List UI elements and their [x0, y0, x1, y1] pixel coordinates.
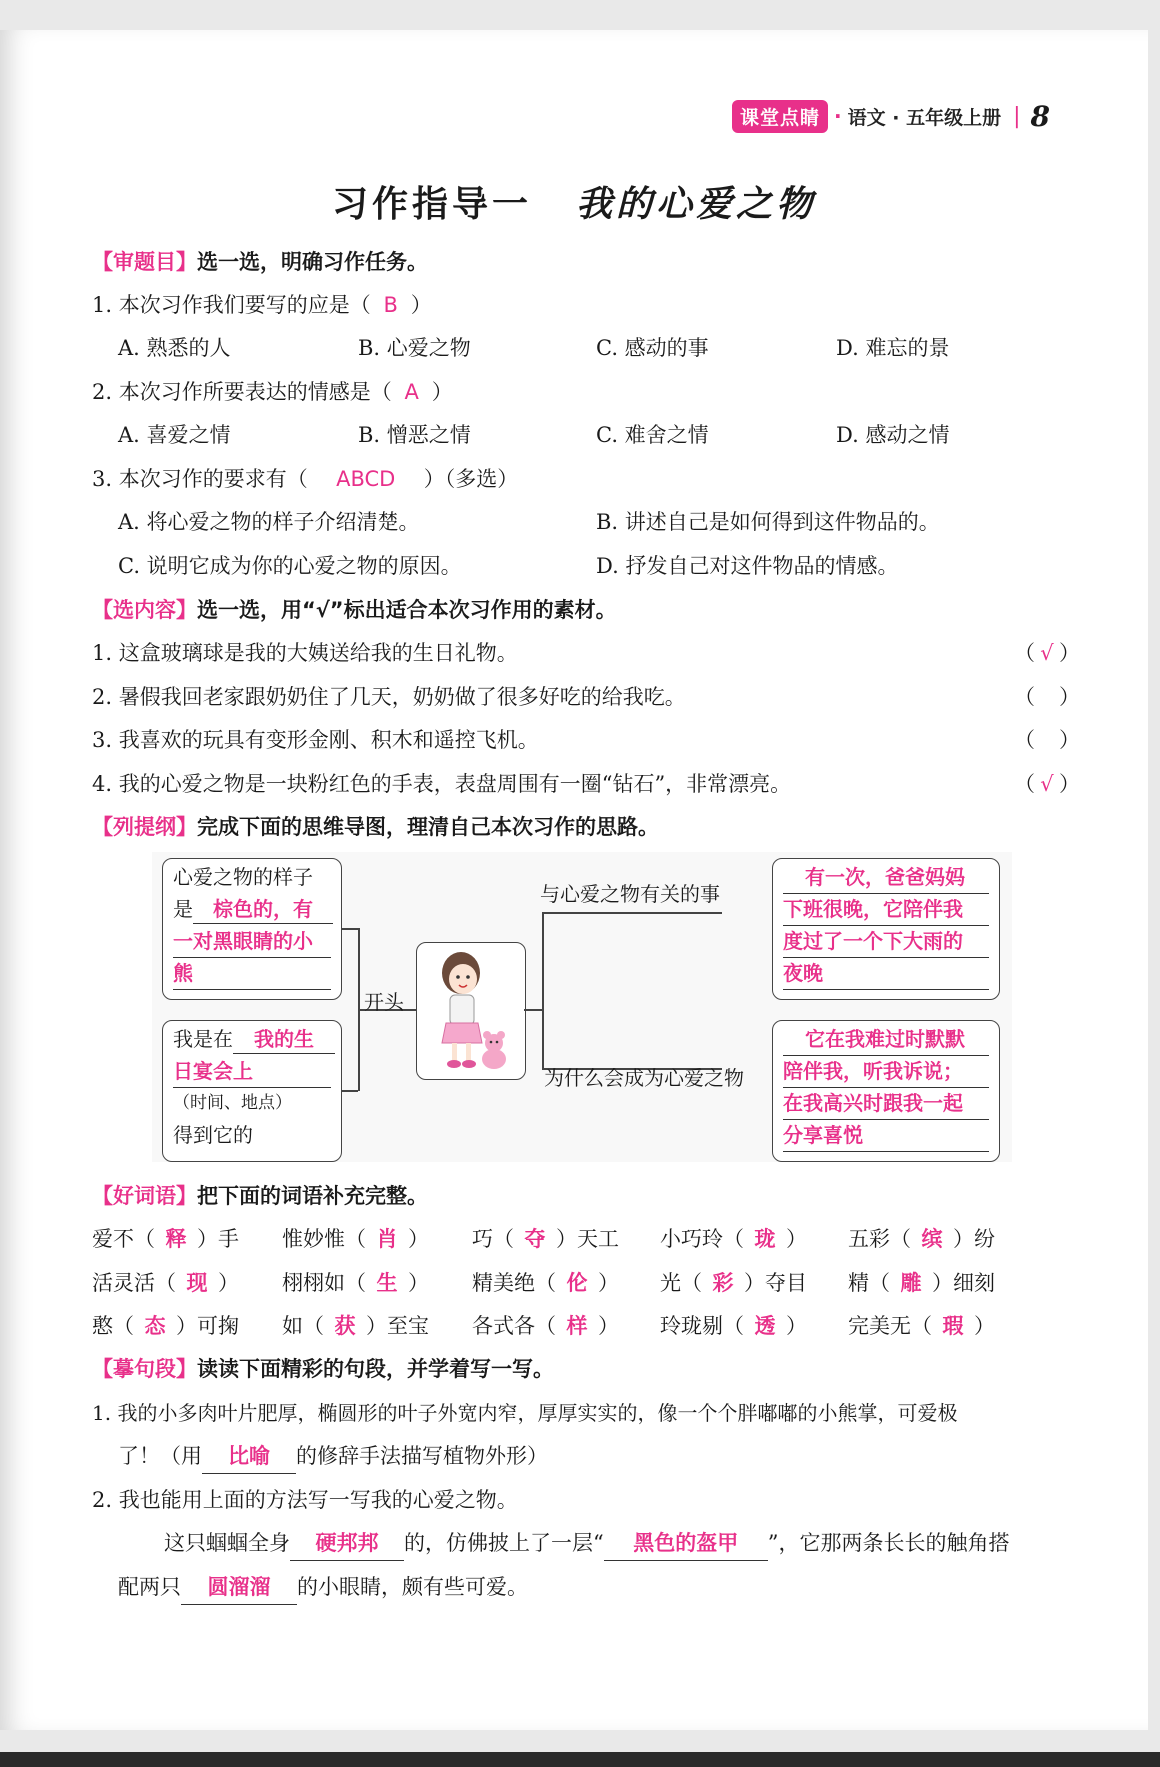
section-heading-2: 【选内容】选一选，用“√”标出适合本次习作用的素材。 — [92, 598, 617, 622]
center-label: 开头 — [364, 990, 404, 1014]
word-item: 栩栩如（ 生 ） — [282, 1271, 429, 1295]
word-row — [92, 1263, 1080, 1303]
mind-map-box-event — [772, 858, 1000, 1000]
answer-q3: ABCD — [336, 467, 396, 491]
material-item: 2. 暑假我回老家跟奶奶住了几天，奶奶做了很多好吃的给我吃。 （ ） — [92, 677, 1080, 717]
word-item: 如（ 获 ）至宝 — [282, 1314, 429, 1338]
map-answer: 在我高兴时跟我一起 — [783, 1087, 989, 1120]
girl-with-bear-icon — [417, 943, 525, 1079]
word-item: 各式各（ 样 ） — [472, 1314, 619, 1338]
map-answer: 日宴会上 — [173, 1055, 331, 1088]
mind-map-box-reason — [772, 1020, 1000, 1162]
option: D. 感动之情 — [836, 423, 950, 447]
question-1: 1. 本次习作我们要写的应是（ B ） — [92, 285, 1080, 325]
word-item: 惟妙惟（ 肖 ） — [282, 1227, 429, 1251]
map-answer: 一对黑眼睛的小 — [173, 925, 331, 958]
check-mark: √ — [1040, 641, 1054, 665]
map-answer: 有一次，爸爸妈妈 — [783, 861, 989, 894]
mind-map-box-origin: 我是在 我的生 日宴会上 （时间、地点） 得到它的 — [162, 1020, 342, 1162]
question-2: 2. 本次习作所要表达的情感是（ A ） — [92, 372, 1080, 412]
sentence-q2: 2. 我也能用上面的方法写一写我的心爱之物。 — [92, 1488, 518, 1512]
option: D. 抒发自己对这件物品的情感。 — [596, 554, 899, 578]
section-tag-1: 审题目 — [113, 250, 176, 274]
page-header — [732, 96, 1050, 136]
word-item: 精美绝（ 伦 ） — [472, 1271, 619, 1295]
map-answer: 陪伴我，听我诉说； — [783, 1055, 989, 1088]
header-subject: 语文 · 五年级上册 — [847, 106, 1002, 129]
header-badge: 课堂点睛 — [732, 100, 828, 133]
word-row — [92, 1219, 1080, 1259]
section-heading-3: 【列提纲】完成下面的思维导图，理清自己本次习作的思路。 — [92, 815, 659, 839]
check-mark: √ — [1040, 772, 1054, 796]
word-item: 精（ 雕 ）细刻 — [848, 1271, 995, 1295]
section-tag-5: 摹句段 — [113, 1357, 176, 1381]
map-answer: 度过了一个下大雨的 — [783, 925, 989, 958]
sentence-q1-line2: 了！（用 比喻 的修辞手法描写植物外形） — [118, 1436, 1080, 1476]
connector — [524, 1009, 542, 1011]
word-item: 憨（ 态 ）可掬 — [92, 1314, 239, 1338]
map-answer: 下班很晚，它陪伴我 — [783, 893, 989, 926]
section-heading-1: 【审题目】选一选，明确习作任务。 — [92, 250, 428, 274]
writing-line-2: 配两只 圆溜溜 的小眼睛，颇有些可爱。 — [118, 1567, 1080, 1607]
section-instruction-1: 选一选，明确习作任务。 — [197, 250, 428, 274]
bottom-bar — [0, 1752, 1160, 1767]
section-instruction-4: 把下面的词语补充完整。 — [197, 1184, 428, 1208]
branch-label-reasons: 为什么会成为心爱之物 — [544, 1066, 744, 1090]
page-title — [0, 176, 1148, 227]
connector — [542, 912, 722, 914]
option: B. 心爱之物 — [358, 336, 471, 360]
option: A. 熟悉的人 — [118, 336, 231, 360]
word-item: 小巧玲（ 珑 ） — [660, 1227, 807, 1251]
map-answer: 熊 — [173, 957, 331, 990]
section-instruction-3: 完成下面的思维导图，理清自己本次习作的思路。 — [197, 815, 659, 839]
check-paren: （ ） — [1014, 728, 1080, 752]
question-3: 3. 本次习作的要求有（ ABCD ）（多选） — [92, 459, 1080, 499]
material-item: 4. 我的心爱之物是一块粉红色的手表，表盘周围有一圈“钻石”，非常漂亮。 （ √ ） — [92, 764, 1080, 804]
word-item: 光（ 彩 ）夺目 — [660, 1271, 807, 1295]
material-item: 1. 这盒玻璃球是我的大姨送给我的生日礼物。 （ √ ） — [92, 633, 1080, 673]
connector — [342, 928, 358, 930]
section-heading-4: 【好词语】把下面的词语补充完整。 — [92, 1184, 428, 1208]
material-item: 3. 我喜欢的玩具有变形金刚、积木和遥控飞机。 （ ） — [92, 720, 1080, 760]
writing-line-1: 这只蝈蝈全身 硬邦邦 的，仿佛披上了一层“ 黑色的盔甲 ”，它那两条长长的触角搭 — [164, 1523, 1080, 1563]
section-heading-5: 【摹句段】读读下面精彩的句段，并学着写一写。 — [92, 1357, 554, 1381]
map-answer: 棕色的，有 — [193, 895, 333, 924]
word-item: 玲珑剔（ 透 ） — [660, 1314, 807, 1338]
connector — [342, 1090, 358, 1092]
options-q1 — [92, 328, 1080, 368]
option: A. 喜爱之情 — [118, 423, 231, 447]
word-item: 五彩（ 缤 ）纷 — [848, 1227, 995, 1251]
mind-map-box-appearance: 心爱之物的样子 是 棕色的，有 一对黑眼睛的小 熊 — [162, 858, 342, 1000]
option: C. 感动的事 — [596, 336, 709, 360]
option: C. 说明它成为你的心爱之物的原因。 — [118, 554, 462, 578]
fill-answer: 比喻 — [202, 1439, 296, 1474]
word-item: 巧（ 夺 ）天工 — [472, 1227, 619, 1251]
page-number: 8 — [1030, 99, 1050, 133]
section-instruction-2: 选一选，用“√”标出适合本次习作用的素材。 — [197, 598, 617, 622]
sentence-q1-line1: 1. 我的小多肉叶片肥厚，椭圆形的叶子外宽内窄，厚厚实实的，像一个个胖嘟嘟的小熊掌，可爱极 — [92, 1401, 958, 1425]
girl-with-bear-illustration — [416, 942, 526, 1080]
title-topic: 我的心爱之物 — [576, 183, 817, 225]
option: D. 难忘的景 — [836, 336, 950, 360]
header-divider: | — [1013, 103, 1021, 129]
fill-answer: 圆溜溜 — [181, 1570, 297, 1605]
header-dot: · — [834, 104, 842, 128]
word-item: 活灵活（ 现 ） — [92, 1271, 239, 1295]
option: A. 将心爱之物的样子介绍清楚。 — [118, 510, 420, 534]
map-answer: 我的生 — [233, 1025, 335, 1054]
section-tag-4: 好词语 — [113, 1184, 176, 1208]
fill-answer: 黑色的盔甲 — [604, 1526, 768, 1561]
word-item: 爱不（ 释 ）手 — [92, 1227, 239, 1251]
option: B. 憎恶之情 — [358, 423, 471, 447]
map-answer: 它在我难过时默默 — [783, 1023, 989, 1056]
section-tag-3: 列提纲 — [113, 815, 176, 839]
section-instruction-5: 读读下面精彩的句段，并学着写一写。 — [197, 1357, 554, 1381]
fill-answer: 硬邦邦 — [290, 1526, 404, 1561]
section-tag-2: 选内容 — [113, 598, 176, 622]
title-main: 习作指导一 — [331, 184, 532, 225]
map-answer: 夜晚 — [783, 957, 989, 990]
option: B. 讲述自己是如何得到这件物品的。 — [596, 510, 940, 534]
word-item: 完美无（ 瑕 ） — [848, 1314, 995, 1338]
mind-map — [152, 852, 1012, 1162]
option: C. 难舍之情 — [596, 423, 709, 447]
options-q2 — [92, 415, 1080, 455]
check-paren: （ √ ） — [1014, 764, 1080, 804]
options-q3-row2 — [92, 546, 1080, 586]
word-row — [92, 1306, 1080, 1346]
connector — [542, 912, 544, 1070]
answer-q1: B — [383, 293, 398, 317]
branch-label-events: 与心爱之物有关的事 — [540, 882, 720, 906]
map-answer: 分享喜悦 — [783, 1119, 989, 1152]
check-paren: （ √ ） — [1014, 633, 1080, 673]
answer-q2: A — [404, 380, 419, 404]
options-q3-row1 — [92, 502, 1080, 542]
check-paren: （ ） — [1014, 685, 1080, 709]
